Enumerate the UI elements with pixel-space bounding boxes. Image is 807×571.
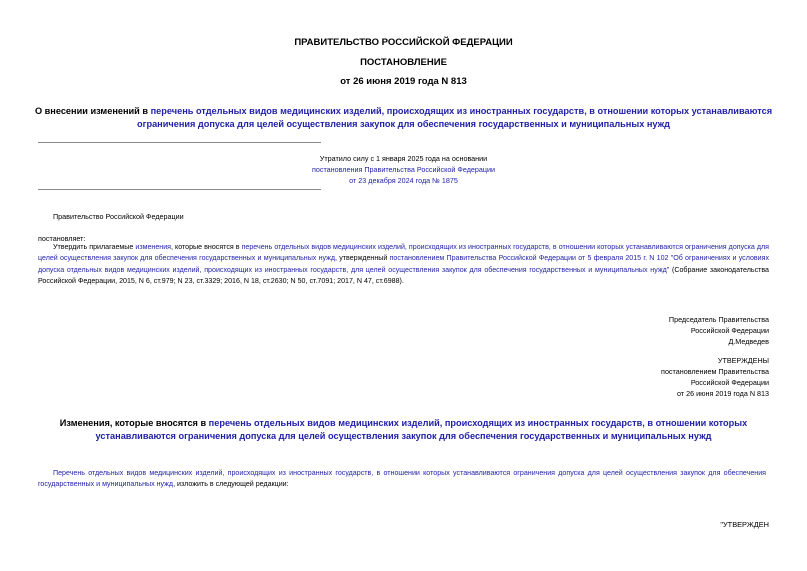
p2-text: , изложить в следующей редакции: [173,480,289,489]
p1-text-3: , утвержденный [335,254,390,263]
p1-text-4: (Собрание законодательства Российской Федерации, 2015, N 6, ст.979; N 23, ст.3329; 2016, N 18, ст.2630; N 50, ст.7091; 2017, N 47, ст.6988). [38,265,769,286]
signature-title: Председатель Правительства [668,315,769,324]
signature-name: Д.Медведев [728,337,769,346]
decree-102-link[interactable]: постановлением Правительства Российской Федерации от 5 февраля 2015 г. N 102 "Об ограничениях и условиях допуска отдельных видов медицинских изделий, происходящих из иностранных государств, для целей осуществления закупок для обеспечения государственных и муниципальных нужд" [38,254,770,274]
document-title [30,105,777,130]
p1-text-1: Утвердить прилагаемые [53,243,136,251]
government-preamble: Правительство Российской Федерации [53,212,184,221]
p1-text-2: , которые вносятся в [171,243,242,251]
approval-line-2: постановлением Правительства [661,367,769,376]
approval-block [569,355,769,399]
bottom-divider [38,189,321,190]
paragraph-restate-list [38,468,766,491]
approval-line-3: Российской Федерации [690,378,769,387]
changes-title [40,417,767,442]
top-divider [38,142,321,143]
validity-line: Утратило силу с 1 января 2025 года на основании [319,154,488,163]
approved-quote: "УТВЕРЖДЕН [720,520,769,529]
document-type-heading: ПОСТАНОВЛЕНИЕ [360,57,447,68]
document-date-number: от 26 июня 2019 года N 813 [340,76,467,87]
changes-title-prefix: Изменения, которые вносятся в [59,418,209,428]
validity-note [250,153,557,186]
title-list-link[interactable]: перечень отдельных видов медицинских изделий, происходящих из иностранных государств, в отношении которых устанавливаются ограничения допуска для целей осуществления закупок для обеспечения государственных и муниципальных нужд [137,106,773,129]
title-prefix: О внесении изменений в [34,106,151,116]
approval-line-4: от 26 июня 2019 года N 813 [676,389,769,398]
restate-list-link[interactable]: Перечень отдельных видов медицинских изделий, происходящих из иностранных государств, в отношении которых устанавливаются ограничения допуска для целей осуществления закупок для обеспечения государственных и муниципальных нужд [38,469,766,489]
changes-link[interactable]: изменения [135,243,172,251]
resolves-text: постановляет: [38,234,86,243]
signature-org: Российской Федерации [690,326,769,335]
authority-heading: ПРАВИТЕЛЬСТВО РОССИЙСКОЙ ФЕДЕРАЦИИ [294,37,513,48]
signature-block [569,314,769,347]
paragraph-approve-changes [38,242,769,288]
repeal-decree-date-link[interactable]: от 23 декабря 2024 года № 1875 [349,176,458,185]
repeal-decree-link[interactable]: постановления Правительства Российской Федерации [311,165,496,174]
list-link[interactable]: перечень отдельных видов медицинских изделий, происходящих из иностранных государств, в отношении которых устанавливаются ограничения допуска для целей осуществления закупок для обеспечения государственных и муниципальных нужд [38,243,769,263]
approval-heading: УТВЕРЖДЕНЫ [717,356,769,365]
changes-title-link[interactable]: перечень отдельных видов медицинских изделий, происходящих из иностранных государств, в отношении которых устанавливаются ограничения допуска для целей осуществления закупок для обеспечения государственных и муниципальных нужд [95,418,748,441]
